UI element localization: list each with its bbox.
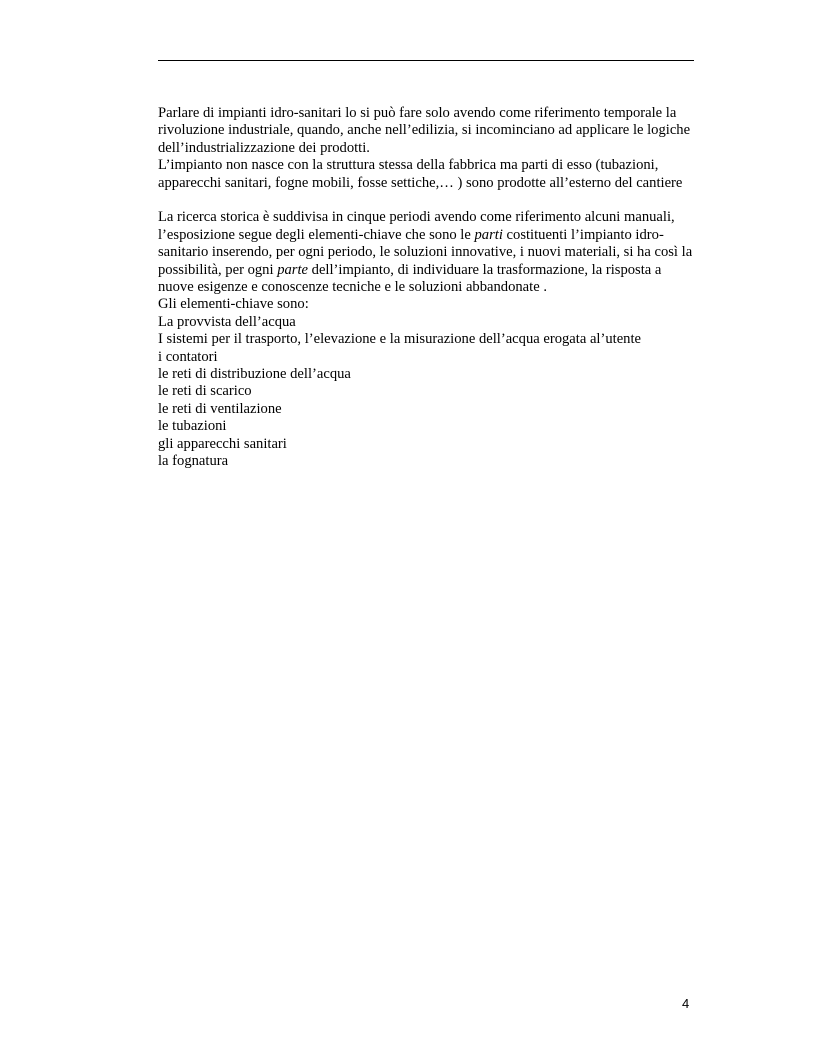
key-element-item: la fognatura <box>158 453 229 470</box>
research-emphasis-parte: parte <box>277 261 308 278</box>
page-number: 4 <box>682 996 690 1011</box>
key-element-item: I sistemi per il trasporto, l’elevazione e la misurazione dell’acqua erogata al’utente <box>158 331 642 348</box>
key-element-item: i contatori <box>158 348 218 365</box>
paragraph-plant-origin: L’impianto non nasce con la struttura stessa della fabbrica ma parti di esso (tubazioni, apparecchi sanitari, fogne mobili, fosse settiche,… ) sono prodotte all’esterno del cantiere <box>158 157 683 191</box>
paragraph-gap <box>158 192 693 209</box>
paragraph-research <box>158 209 693 296</box>
key-elements-intro: Gli elementi-chiave sono: <box>158 296 309 313</box>
paragraph-intro: Parlare di impianti idro-sanitari lo si può fare solo avendo come riferimento temporale la rivoluzione industriale, quando, anche nell’edilizia, si incominciano ad applicare le logiche dell’industrializzazione dei prodotti. <box>158 105 691 156</box>
key-element-item: le reti di scarico <box>158 383 252 400</box>
research-text-1: La ricerca storica è suddivisa in cinque periodi avendo come riferimento alcuni manuali, l’esposizione segue degli elementi-chiave che sono le <box>158 209 675 243</box>
header-rule <box>158 60 694 61</box>
key-element-item: le reti di ventilazione <box>158 400 282 417</box>
research-emphasis-parti: parti <box>474 226 503 243</box>
key-element-item: le reti di distribuzione dell’acqua <box>158 366 351 383</box>
research-text-3: dell’impianto, di individuare la trasformazione, la risposta a nuove esigenze e conoscenze tecniche e le soluzioni abbandonate . <box>158 261 662 296</box>
key-element-item: le tubazioni <box>158 418 227 435</box>
key-element-item: gli apparecchi sanitari <box>158 435 287 452</box>
key-element-item: La provvista dell’acqua <box>158 313 296 330</box>
document-body <box>158 105 693 471</box>
research-text-2: costituenti l’impianto idro-sanitario inserendo, per ogni periodo, le soluzioni innovative, i nuovi materiali, si ha così la possibilità, per ogni <box>158 226 693 278</box>
